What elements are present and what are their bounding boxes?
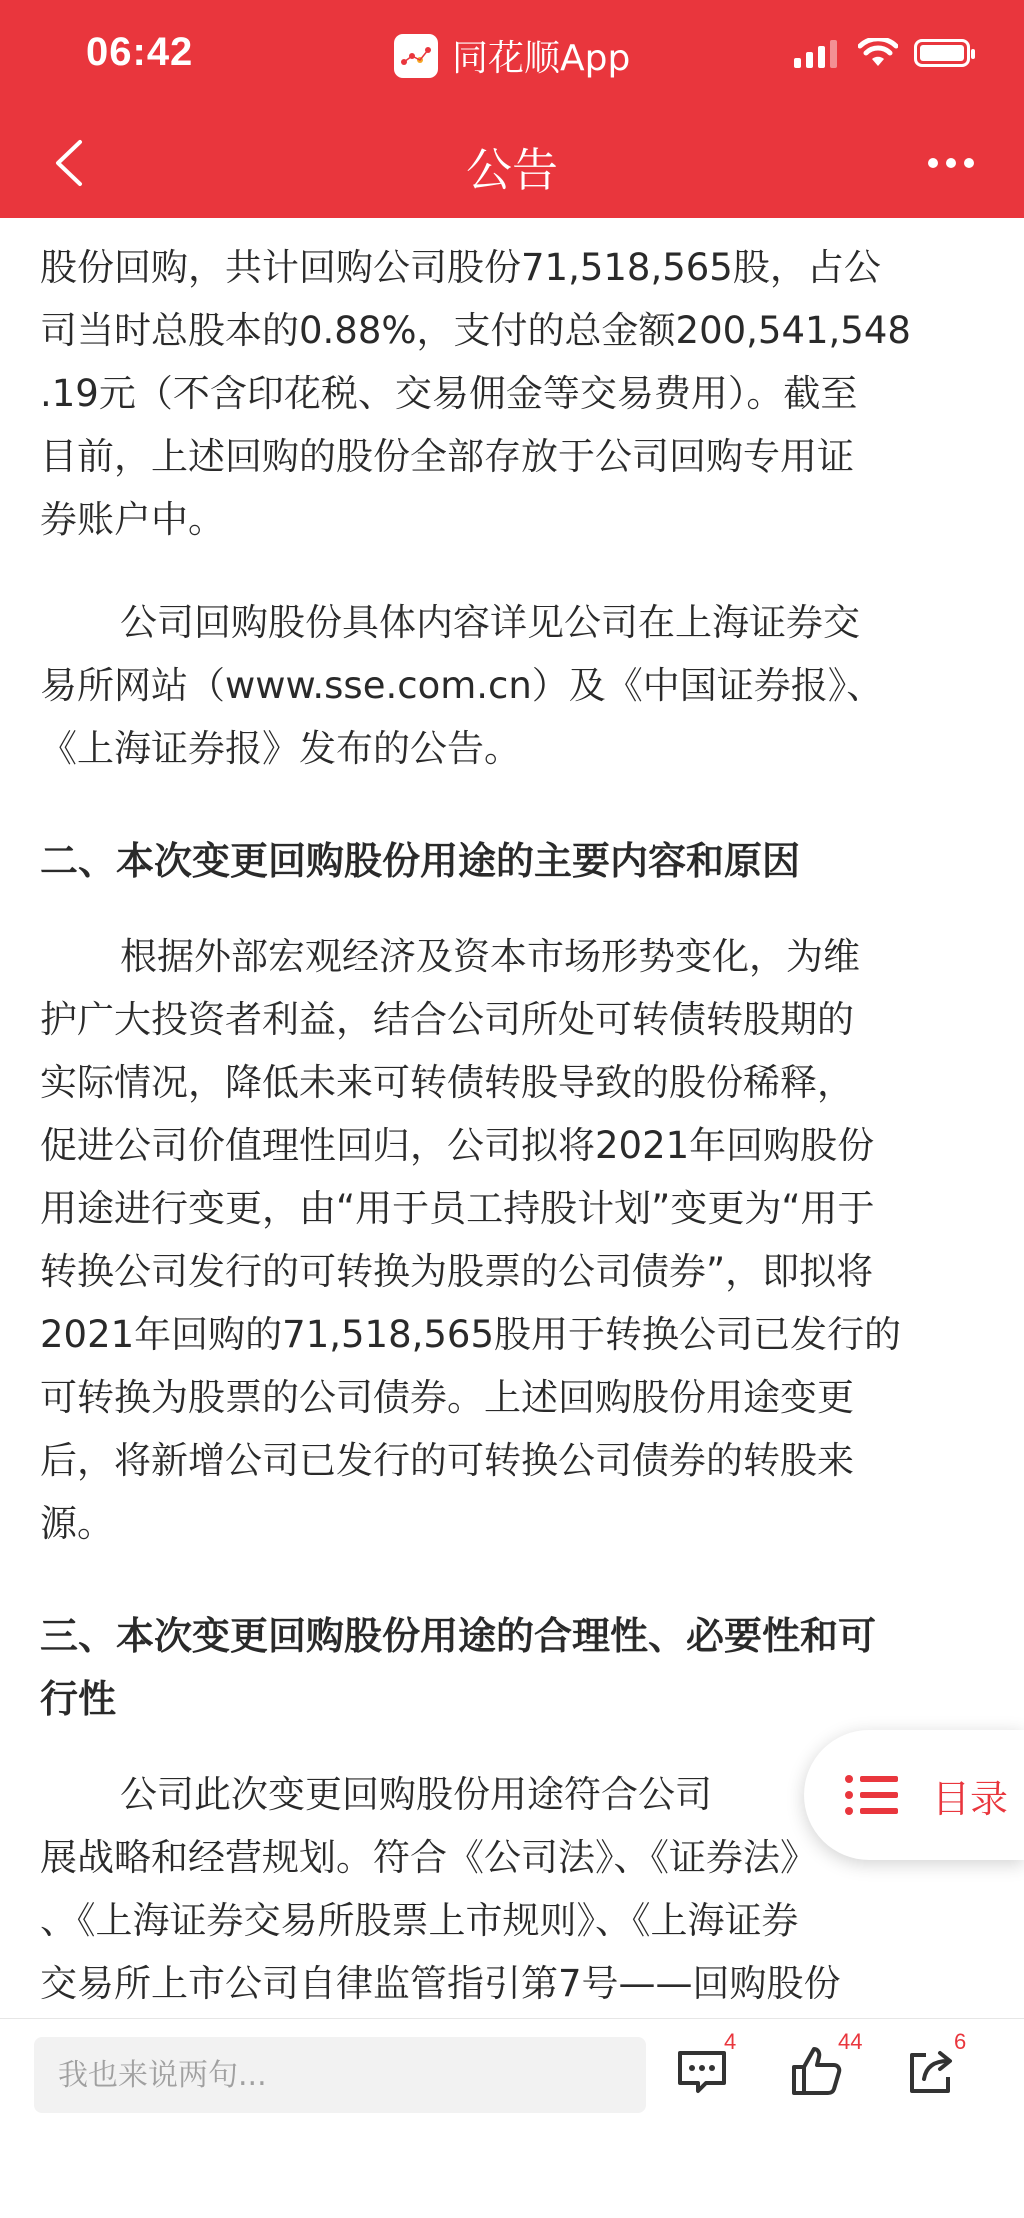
share-button[interactable]: [902, 2029, 972, 2111]
paragraph-line: .19元（不含印花税、交易佣金等交易费用）。截至: [40, 372, 858, 415]
page-title: 公告: [466, 143, 558, 197]
status-app-indicator[interactable]: [394, 30, 630, 81]
paragraph-line: 公司回购股份具体内容详见公司在上海证券交: [120, 601, 860, 644]
paragraph-line: 司当时总股本的0.88%，支付的总金额200,541,548: [40, 309, 911, 352]
thumbs-up-icon: [786, 2041, 846, 2101]
paragraph-line: 实际情况，降低未来可转债转股导致的股份稀释，: [40, 1061, 854, 1104]
paragraph-line: 转换公司发行的可转换为股票的公司债券”，即拟将: [40, 1250, 874, 1293]
comment-input[interactable]: [34, 2037, 646, 2113]
paragraph-line: 股份回购，共计回购公司股份71,518,565股，占公: [40, 246, 881, 289]
paragraph-line: 可转换为股票的公司债券。上述回购股份用途变更: [40, 1376, 854, 1419]
comment-count: 4: [724, 2029, 737, 2054]
comment-button[interactable]: [672, 2029, 742, 2111]
app-logo-icon: [394, 34, 438, 78]
battery-icon: [914, 39, 970, 67]
list-icon: [844, 1773, 900, 1817]
status-app-name: 同花顺App: [452, 38, 631, 79]
paragraph-line: 目前，上述回购的股份全部存放于公司回购专用证: [40, 435, 854, 478]
section-heading: 二、本次变更回购股份用途的主要内容和原因: [40, 839, 801, 883]
section-heading: 三、本次变更回购股份用途的合理性、必要性和可: [40, 1614, 877, 1658]
paragraph-line: 公司此次变更回购股份用途符合公司: [120, 1773, 712, 1816]
share-count: 6: [954, 2029, 967, 2054]
paragraph-line: 易所网站（www.sse.com.cn）及《中国证券报》、: [40, 664, 884, 707]
paragraph-line: 根据外部宏观经济及资本市场形势变化，为维: [120, 935, 860, 978]
paragraph-line: 交易所上市公司自律监管指引第7号——回购股份: [40, 1962, 841, 2005]
cellular-signal-icon: [794, 38, 842, 68]
paragraph-line: 用途进行变更，由“用于员工持股计划”变更为“用于: [40, 1187, 875, 1230]
toc-button[interactable]: [804, 1730, 1024, 1860]
paragraph-line: 源。: [40, 1502, 114, 1545]
paragraph-line: 《上海证券报》发布的公告。: [40, 727, 521, 770]
paragraph-line: 2021年回购的71,518,565股用于转换公司已发行的: [40, 1313, 902, 1356]
paragraph-line: 、《上海证券交易所股票上市规则》、《上海证券: [40, 1899, 799, 1942]
app-header: [0, 0, 1024, 218]
like-count: 44: [838, 2029, 863, 2054]
status-time: 06:42: [86, 30, 194, 74]
paragraph-line: 展战略和经营规划。符合《公司法》、《证券法》: [40, 1836, 817, 1879]
status-icons: [794, 38, 970, 68]
like-button[interactable]: [786, 2029, 863, 2111]
toc-label: 目录: [932, 1776, 1009, 1821]
more-icon[interactable]: [920, 158, 974, 168]
share-icon: [902, 2041, 962, 2101]
comment-icon: [672, 2041, 732, 2101]
paragraph-line: 促进公司价值理性回归，公司拟将2021年回购股份: [40, 1124, 875, 1167]
paragraph-line: 护广大投资者利益，结合公司所处可转债转股期的: [40, 998, 854, 1041]
bottom-action-bar: [0, 2018, 1024, 2218]
wifi-icon: [858, 38, 898, 68]
paragraph-line: 后，将新增公司已发行的可转换公司债券的转股来: [40, 1439, 854, 1482]
paragraph-line: 券账户中。: [40, 498, 225, 541]
section-heading-cont: 行性: [40, 1677, 117, 1721]
